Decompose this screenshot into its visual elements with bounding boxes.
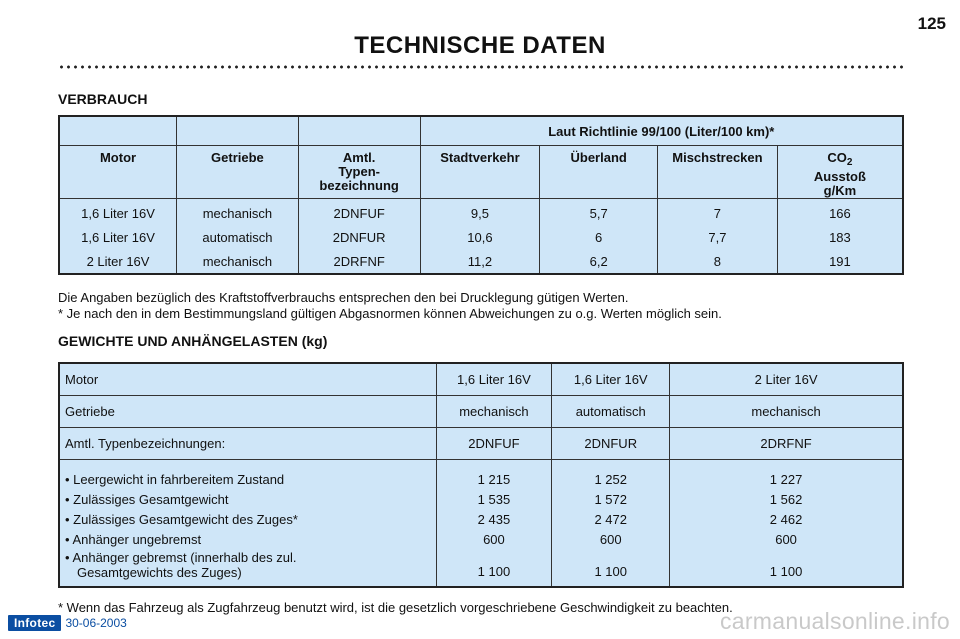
table-row — [59, 199, 903, 226]
cell-value: 1 227 — [769, 472, 803, 487]
footer-date: 30-06-2003 — [65, 616, 127, 630]
cell-stadt: 10,6 — [420, 225, 540, 249]
weight-values-col-2 — [552, 460, 670, 588]
cell-typ: 2DNFUF — [298, 199, 420, 226]
row-label: Amtl. Typenbezeichnungen: — [59, 428, 436, 460]
cell-value: 2 435 — [477, 512, 511, 527]
consumption-notes — [58, 290, 722, 322]
table-row-weights — [59, 460, 903, 588]
cell-value: 2 Liter 16V — [670, 363, 903, 396]
cell-value: 1 100 — [477, 564, 511, 579]
cell-stadt: 11,2 — [420, 249, 540, 274]
cell-motor: 1,6 Liter 16V — [59, 225, 177, 249]
weights-footnote: * Wenn das Fahrzeug als Zugfahrzeug benutzt wird, ist die gesetzlich vorgeschriebene Geschwindigkeit zu beachten. — [58, 600, 733, 615]
col-typenbezeichnung — [298, 146, 420, 199]
cell-value: mechanisch — [670, 396, 903, 428]
consumption-note-1: Die Angaben bezüglich des Kraftstoffverbrauchs entsprechen den bei Drucklegung gütigen Werten. — [58, 290, 629, 305]
cell-value: 2 472 — [594, 512, 627, 527]
cell-motor: 1,6 Liter 16V — [59, 199, 177, 226]
table-row-typen — [59, 428, 903, 460]
watermark: carmanualsonline.info — [719, 608, 950, 634]
row-label: Motor — [59, 363, 436, 396]
cell-co2: 183 — [777, 225, 903, 249]
list-item-continuation: Gesamtgewichts des Zuges) — [77, 565, 242, 580]
cell-value: 2DRFNF — [670, 428, 903, 460]
table-row — [59, 249, 903, 274]
header-empty-cell — [298, 116, 420, 146]
list-item: • Anhänger gebremst (innerhalb des zul. — [65, 550, 297, 565]
header-empty-cell — [177, 116, 299, 146]
cell-value: 2 462 — [769, 512, 803, 527]
cell-typ: 2DNFUR — [298, 225, 420, 249]
cell-value: 1,6 Liter 16V — [552, 363, 670, 396]
cell-co2: 166 — [777, 199, 903, 226]
cell-ueberland: 6,2 — [540, 249, 658, 274]
col-mischstrecken: Mischstrecken — [658, 146, 778, 199]
cell-value: 600 — [599, 532, 622, 547]
cell-misch: 8 — [658, 249, 778, 274]
cell-value: 1 100 — [594, 564, 627, 579]
cell-ueberland: 5,7 — [540, 199, 658, 226]
weights-table — [58, 362, 904, 588]
cell-value: 1 215 — [477, 472, 511, 487]
cell-ueberland: 6 — [540, 225, 658, 249]
weight-values-col-3 — [670, 460, 903, 588]
cell-value: 600 — [483, 532, 505, 547]
list-item: • Leergewicht in fahrbereitem Zustand — [65, 472, 285, 487]
page-number: 125 — [917, 14, 946, 33]
col-typ-line2: Typen- — [338, 164, 380, 179]
col-co2-line2: Ausstoß — [813, 169, 866, 184]
cell-value: 1 572 — [594, 492, 627, 507]
cell-value: 2DNFUR — [552, 428, 670, 460]
col-ueberland: Überland — [540, 146, 658, 199]
cell-value: 1 100 — [769, 564, 803, 579]
page-title: TECHNISCHE DATEN — [354, 32, 606, 59]
cell-value: 2DNFUF — [436, 428, 552, 460]
table-row-getriebe — [59, 396, 903, 428]
header-empty-cell — [59, 116, 177, 146]
cell-value: 1,6 Liter 16V — [436, 363, 552, 396]
cell-misch: 7,7 — [658, 225, 778, 249]
table-row — [59, 225, 903, 249]
weights-section-title: GEWICHTE UND ANHÄNGELASTEN (kg) — [58, 333, 328, 349]
list-item: • Anhänger ungebremst — [65, 532, 202, 547]
col-co2-line3: g/Km — [823, 183, 857, 198]
cell-typ: 2DRFNF — [298, 249, 420, 274]
col-motor: Motor — [59, 146, 177, 199]
cell-value: 1 535 — [477, 492, 511, 507]
cell-getriebe: mechanisch — [177, 249, 299, 274]
cell-value: mechanisch — [436, 396, 552, 428]
cell-getriebe: automatisch — [177, 225, 299, 249]
weight-items — [59, 460, 436, 588]
row-label: Getriebe — [59, 396, 436, 428]
cell-value: automatisch — [552, 396, 670, 428]
col-typ-line1: Amtl. — [342, 150, 376, 165]
col-co2-line1: $CO_2$ — [827, 150, 853, 168]
col-typ-line3: bezeichnung — [319, 178, 399, 193]
col-stadtverkehr: Stadtverkehr — [420, 146, 540, 199]
col-getriebe: Getriebe — [177, 146, 299, 199]
weight-values-col-1 — [436, 460, 552, 588]
cell-getriebe: mechanisch — [177, 199, 299, 226]
cell-co2: 191 — [777, 249, 903, 274]
infotec-logo: Infotec — [8, 615, 61, 631]
cell-value: 1 252 — [594, 472, 627, 487]
table-row-motor — [59, 363, 903, 396]
footer — [0, 615, 127, 631]
directive-header: Laut Richtlinie 99/100 (Liter/100 km)* — [420, 116, 903, 146]
list-item: • Zulässiges Gesamtgewicht — [65, 492, 229, 507]
cell-misch: 7 — [658, 199, 778, 226]
col-co2 — [777, 146, 903, 199]
cell-stadt: 9,5 — [420, 199, 540, 226]
cell-motor: 2 Liter 16V — [59, 249, 177, 274]
consumption-section-title: VERBRAUCH — [58, 91, 148, 107]
list-item: • Zulässiges Gesamtgewicht des Zuges* — [65, 512, 298, 527]
cell-value: 600 — [775, 532, 797, 547]
dotted-divider — [58, 64, 904, 70]
consumption-note-2: * Je nach den in dem Bestimmungsland gültigen Abgasnormen können Abweichungen zu o.g. Werten möglich sein. — [58, 306, 722, 321]
cell-value: 1 562 — [769, 492, 803, 507]
consumption-table — [58, 115, 904, 275]
